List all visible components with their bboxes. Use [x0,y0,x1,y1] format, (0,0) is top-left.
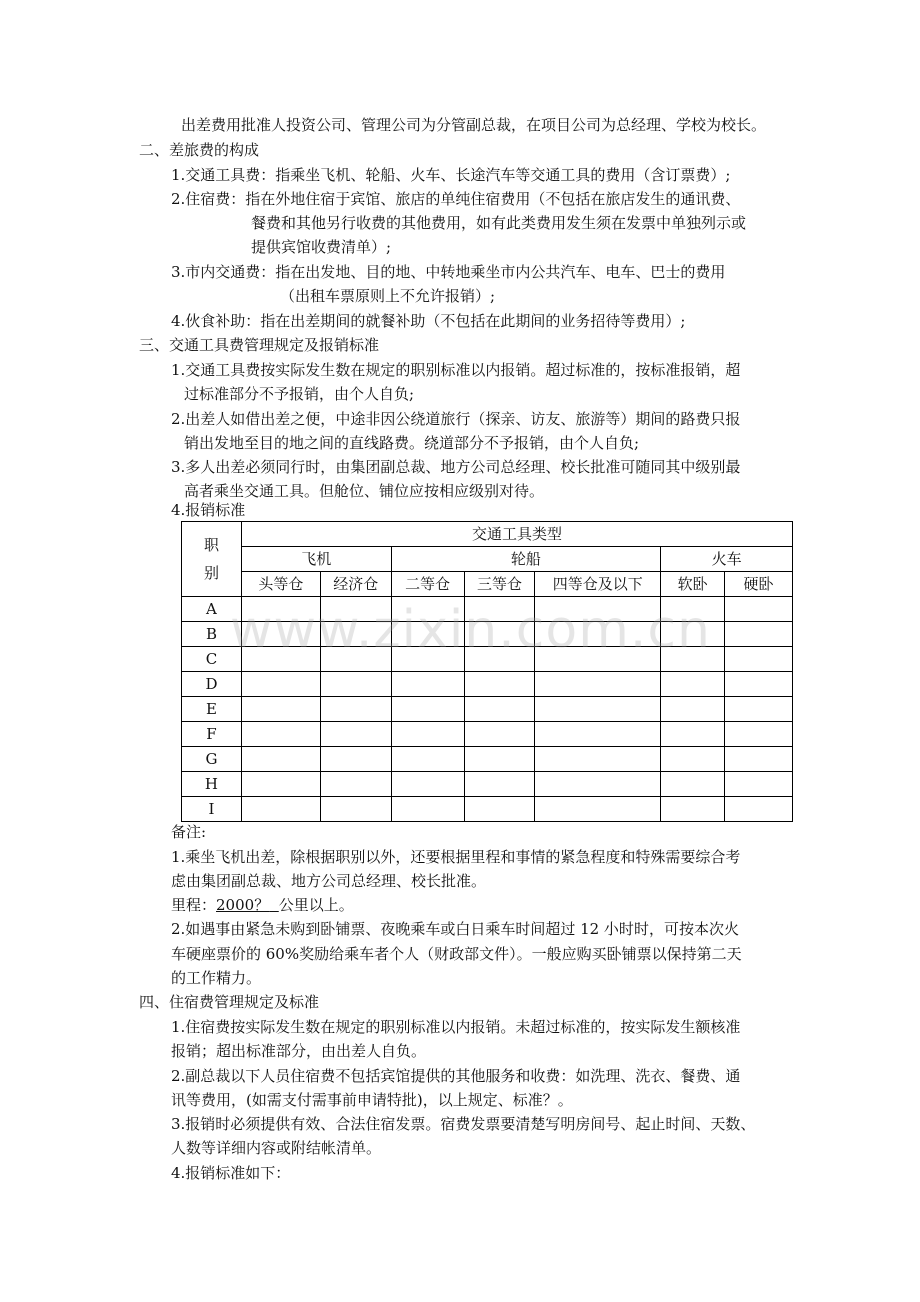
table-row [182,672,793,697]
rank-cell: E [182,697,242,722]
section2-item2-line1: 2.住宿费：指在外地住宿于宾馆、旅店的单纯住宿费用（不包括在旅店发生的通讯费、 [171,190,741,208]
table-row [182,697,793,722]
class-ship-third: 三等仓 [464,572,535,597]
section2-heading: 二、差旅费的构成 [139,141,260,159]
note2-line1: 2.如遇事由紧急未购到卧铺票、夜晚乘车或白日乘车时间超过 12 小时时，可按本次火 [171,920,739,938]
rank-header-char1: 职 [203,536,219,554]
distance-line [171,895,354,915]
note2-line2: 车硬座票价的 60%奖励给乘车者个人（财政部文件）。一般应购买卧铺票以保持第二天 [171,945,742,963]
train-header: 火车 [661,547,793,572]
section2-item1: 1.交通工具费：指乘坐飞机、轮船、火车、长途汽车等交通工具的费用（含订票费）; [171,166,731,184]
class-plane-economy: 经济仓 [320,572,391,597]
section3-item1-line1: 1.交通工具费按实际发生数在规定的职别标准以内报销。超过标准的，按标准报销，超 [171,361,741,379]
section3-heading: 三、交通工具费管理规定及报销标准 [139,336,380,354]
approver-line: 出差费用批准人投资公司、管理公司为分管副总裁，在项目公司为总经理、学校为校长。 [181,116,767,134]
distance-suffix: 公里以上。 [278,896,354,914]
section3-item3-line1: 3.多人出差必须同行时，由集团副总裁、地方公司总经理、校长批准可随同其中级别最 [171,458,741,476]
section4-item3-line2: 人数等详细内容或附结帐清单。 [171,1139,382,1157]
section4-item4: 4.报销标准如下： [171,1164,291,1182]
rank-cell: A [182,597,242,622]
watermark: www.zixin.com.cn [230,600,711,660]
section3-item3-line2: 高者乘坐交通工具。但舱位、铺位应按相应级别对待。 [184,482,545,500]
transport-standard-table [181,521,793,822]
section2-item4: 4.伙食补助：指在出差期间的就餐补助（不包括在此期间的业务招待等费用）; [171,312,686,330]
section2-item3-line2: （出租车票原则上不允许报销）; [280,287,496,305]
section2-item2-line3: 提供宾馆收费清单）; [251,238,392,256]
note1-line2: 虑由集团副总裁、地方公司总经理、校长批准。 [171,872,487,890]
rank-cell: B [182,622,242,647]
plane-header: 飞机 [241,547,391,572]
distance-value: 2000？ [216,896,270,914]
notes-label: 备注: [171,823,207,841]
table-row [182,772,793,797]
section4-item1-line1: 1.住宿费按实际发生数在规定的职别标准以内报销。未超过标准的，按实际发生额核准 [171,1018,741,1036]
rank-cell: H [182,772,242,797]
section4-item1-line2: 报销；超出标准部分，由出差人自负。 [171,1042,427,1060]
ship-header: 轮船 [391,547,661,572]
rank-cell: G [182,747,242,772]
rank-cell: F [182,722,242,747]
rank-header-char2: 别 [203,564,219,582]
table-row [182,797,793,822]
note1-line1: 1.乘坐飞机出差，除根据职别以外，还要根据里程和事情的紧急程度和特殊需要综合考 [171,848,741,866]
section4-heading: 四、住宿费管理规定及标准 [139,993,320,1011]
rank-header [182,522,242,597]
distance-prefix: 里程： [171,896,217,914]
section2-item2-line2: 餐费和其他另行收费的其他费用，如有此类费用发生须在发票中单独列示或 [251,214,747,232]
section4-item2-line1: 2.副总裁以下人员住宿费不包括宾馆提供的其他服务和收费：如洗理、洗衣、餐费、通 [171,1067,741,1085]
rank-cell: C [182,647,242,672]
section3-item2-line1: 2.出差人如借出差之便，中途非因公绕道旅行（探亲、访友、旅游等）期间的路费只报 [171,410,741,428]
class-ship-second: 二等仓 [391,572,464,597]
class-train-hard: 硬卧 [725,572,793,597]
class-plane-first: 头等仓 [241,572,320,597]
note2-line3: 的工作精力。 [171,969,262,987]
section3-item2-line2: 销出发地至目的地之间的直线路费。绕道部分不予报销，由个人自负; [184,434,640,452]
class-ship-fourth: 四等仓及以下 [535,572,661,597]
table-row [182,747,793,772]
rank-cell: D [182,672,242,697]
section4-item3-line1: 3.报销时必须提供有效、合法住宿发票。宿费发票要清楚写明房间号、起止时间、天数、 [171,1115,756,1133]
section3-item1-line2: 过标准部分不予报销，由个人自负; [184,385,415,403]
class-train-soft: 软卧 [661,572,725,597]
section2-item3-line1: 3.市内交通费：指在出发地、目的地、中转地乘坐市内公共汽车、电车、巴士的费用 [171,263,726,281]
transport-type-header: 交通工具类型 [241,522,792,547]
table-row [182,722,793,747]
rank-cell: I [182,797,242,822]
section4-item2-line2: 讯等费用，(如需支付需事前申请特批)，以上规定、标准？。 [171,1091,573,1109]
section3-item4: 4.报销标准 [171,501,246,519]
